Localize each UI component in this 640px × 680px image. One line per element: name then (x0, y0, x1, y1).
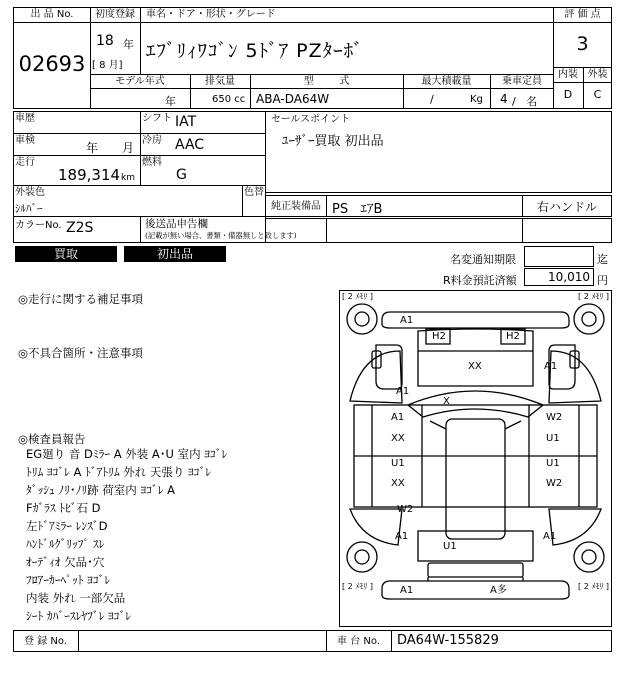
first-reg-month: [ 8 月] (92, 60, 123, 71)
mark-front-left-h: H2 (432, 331, 446, 342)
mark-front-bumper: A1 (400, 315, 414, 326)
car-diagram (339, 290, 612, 627)
shift-value: IAT (175, 114, 197, 130)
mark-left-front-door-a: A1 (391, 412, 405, 423)
max-load-value: / (430, 93, 434, 106)
displacement-label: 排気量 (205, 76, 235, 87)
deadline-label: 名変通知期限 (450, 253, 516, 266)
equipment-value: PS ｴｱB (332, 202, 383, 217)
lot-label: 出 品 No. (30, 9, 74, 20)
mark-back-door: U1 (443, 541, 457, 552)
inspector-line: ﾄﾘﾑ ﾖｺﾞﾚ A ﾄﾞｱﾄﾘﾑ 外れ 天張り ﾖｺﾞﾚ (26, 465, 212, 479)
exterior-grade: C (593, 88, 602, 101)
mileage-value: 189,314 (58, 166, 121, 184)
mark-front-right-h: H2 (506, 331, 520, 342)
handle-value: 右ハンドル (536, 200, 597, 214)
vehicle-label: 車名・ドア・形状・グレード (146, 9, 276, 20)
registration-label: 登 録 No. (24, 636, 67, 647)
recycle-value: 10,010 (548, 270, 590, 284)
displacement-value: 650 cc (212, 94, 246, 105)
first-reg-year-unit: 年 (123, 38, 134, 51)
capacity-label: 乗車定員 (502, 76, 542, 87)
chassis-label: 車 台 No. (337, 636, 380, 647)
fuel-label: 燃料 (142, 157, 162, 168)
corner-tr: [ 2 ﾒﾓﾘ ] (578, 292, 609, 301)
inspector-line: Fｶﾞﾗｽ ﾄﾋﾞ石 D (26, 501, 101, 515)
recycle-label: R料金預託済額 (443, 274, 517, 287)
mark-right-quarter: A1 (543, 531, 557, 542)
type-label: 型 式 (303, 76, 350, 87)
mark-right-rear-door-w: W2 (546, 478, 563, 489)
mark-rear-bumper-b: A多 (490, 585, 507, 596)
chassis-value: DA64W-155829 (397, 633, 499, 648)
mark-left-quarter-a: A1 (395, 531, 409, 542)
mileage-label: 走行 (15, 157, 35, 168)
max-load-label: 最大積載量 (421, 76, 472, 87)
mark-rear-bumper-a: A1 (400, 585, 414, 596)
first-reg-year: 18 (96, 33, 114, 49)
inspector-line: ﾌﾛｱｰｶｰﾍﾟｯﾄ ﾖｺﾞﾚ (26, 573, 111, 587)
max-load-unit: Kg (470, 94, 483, 105)
aftermarket-note: (記載が無い場合、書類・備器無しと致します) (145, 231, 297, 240)
tag-buyback: 買取 (15, 246, 117, 262)
deadline-unit: 迄 (597, 253, 608, 266)
corner-bl: [ 2 ﾒﾓﾘ ] (342, 582, 373, 591)
tag-first-listing: 初出品 (124, 246, 226, 262)
type-value: ABA-DA64W (256, 92, 330, 106)
sales-point-label: セールスポイント (271, 114, 351, 125)
inspector-line: ｼｰﾄ ｶﾊﾞｰｽﾚﾔﾌﾞﾚ ﾖｺﾞﾚ (26, 609, 132, 623)
mark-left-rear-door-u: U1 (391, 458, 405, 469)
shift-label: シフト (142, 113, 172, 124)
mark-right-front-door-w: W2 (546, 412, 563, 423)
defects-label: ◎不具合箇所・注意事項 (18, 346, 144, 360)
color-no-label: カラーNo. (15, 220, 62, 231)
mark-left-front-door-x: XX (391, 433, 405, 444)
first-reg-label: 初度登録 (95, 9, 135, 20)
exterior-label: 外装 (587, 69, 608, 80)
score-label: 評 価 点 (564, 9, 601, 20)
extra-box (265, 218, 612, 243)
repaint-label: 色替 (244, 187, 264, 198)
color-label: 外装色 (15, 187, 45, 198)
inspection-month: 月 (122, 141, 135, 155)
capacity-unit: / 名 (512, 95, 538, 108)
score-value: 3 (576, 33, 589, 55)
inspector-line: 内装 外れ 一部欠品 (26, 591, 126, 605)
vehicle-name: ｴﾌﾞﾘｨﾜｺﾞﾝ 5ﾄﾞｱ PZﾀｰﾎﾞ (146, 40, 364, 62)
history-label: 車歴 (15, 113, 35, 124)
model-year-unit: 年 (165, 95, 176, 108)
mark-hood: XX (468, 361, 482, 372)
lot-number: 02693 (18, 52, 86, 76)
mileage-unit: km (121, 173, 135, 183)
inspector-label: ◎検査員報告 (18, 432, 86, 446)
mark-right-front-fender: A1 (396, 386, 410, 397)
driving-notes-label: ◎走行に関する補足事項 (18, 292, 144, 306)
mark-right-rear-door-u: U1 (546, 458, 560, 469)
recycle-unit: 円 (597, 274, 608, 287)
mark-left-quarter-w: W2 (397, 504, 414, 515)
interior-label: 内装 (558, 69, 578, 80)
mark-windshield: X (443, 396, 450, 407)
ac-label: 冷房 (142, 135, 162, 146)
mark-right-front-door-u: U1 (546, 433, 560, 444)
color-no-value: Z2S (66, 220, 94, 236)
aftermarket-label: 後送品申告欄 (145, 218, 208, 230)
inspector-line: ｵｰﾃﾞｨｵ 欠品･穴 (26, 555, 105, 569)
inspection-year: 年 (86, 141, 99, 155)
capacity-value: 4 (500, 92, 508, 106)
color-value: ｼﾙﾊﾞｰ (15, 202, 43, 215)
sales-point-value: ﾕｰｻﾞｰ買取 初出品 (282, 134, 384, 149)
corner-tl: [ 2 ﾒﾓﾘ ] (342, 292, 373, 301)
interior-grade: D (563, 88, 573, 101)
mark-left-rear-door-x: XX (391, 478, 405, 489)
inspection-label: 車検 (15, 135, 35, 146)
ac-value: AAC (175, 137, 205, 153)
mark-left-front-fender: A1 (544, 361, 558, 372)
inspector-line: 左ﾄﾞｱﾐﾗｰ ﾚﾝｽﾞD (26, 519, 108, 533)
fuel-value: G (176, 167, 187, 183)
inspector-line: EG廻り 音 Dﾐﾗｰ A 外装 A･U 室内 ﾖｺﾞﾚ (26, 447, 228, 461)
corner-br: [ 2 ﾒﾓﾘ ] (578, 582, 609, 591)
inspector-line: ﾀﾞｯｼｭ ﾉﾘ･ﾉﾘ跡 荷室内 ﾖｺﾞﾚ A (26, 483, 175, 497)
deadline-box (524, 246, 594, 267)
model-year-label: モデル年式 (115, 76, 165, 87)
inspector-line: ﾊﾝﾄﾞﾙｸﾞﾘｯﾌﾟ ｽﾚ (26, 537, 105, 551)
equipment-label: 純正装備品 (271, 201, 321, 212)
